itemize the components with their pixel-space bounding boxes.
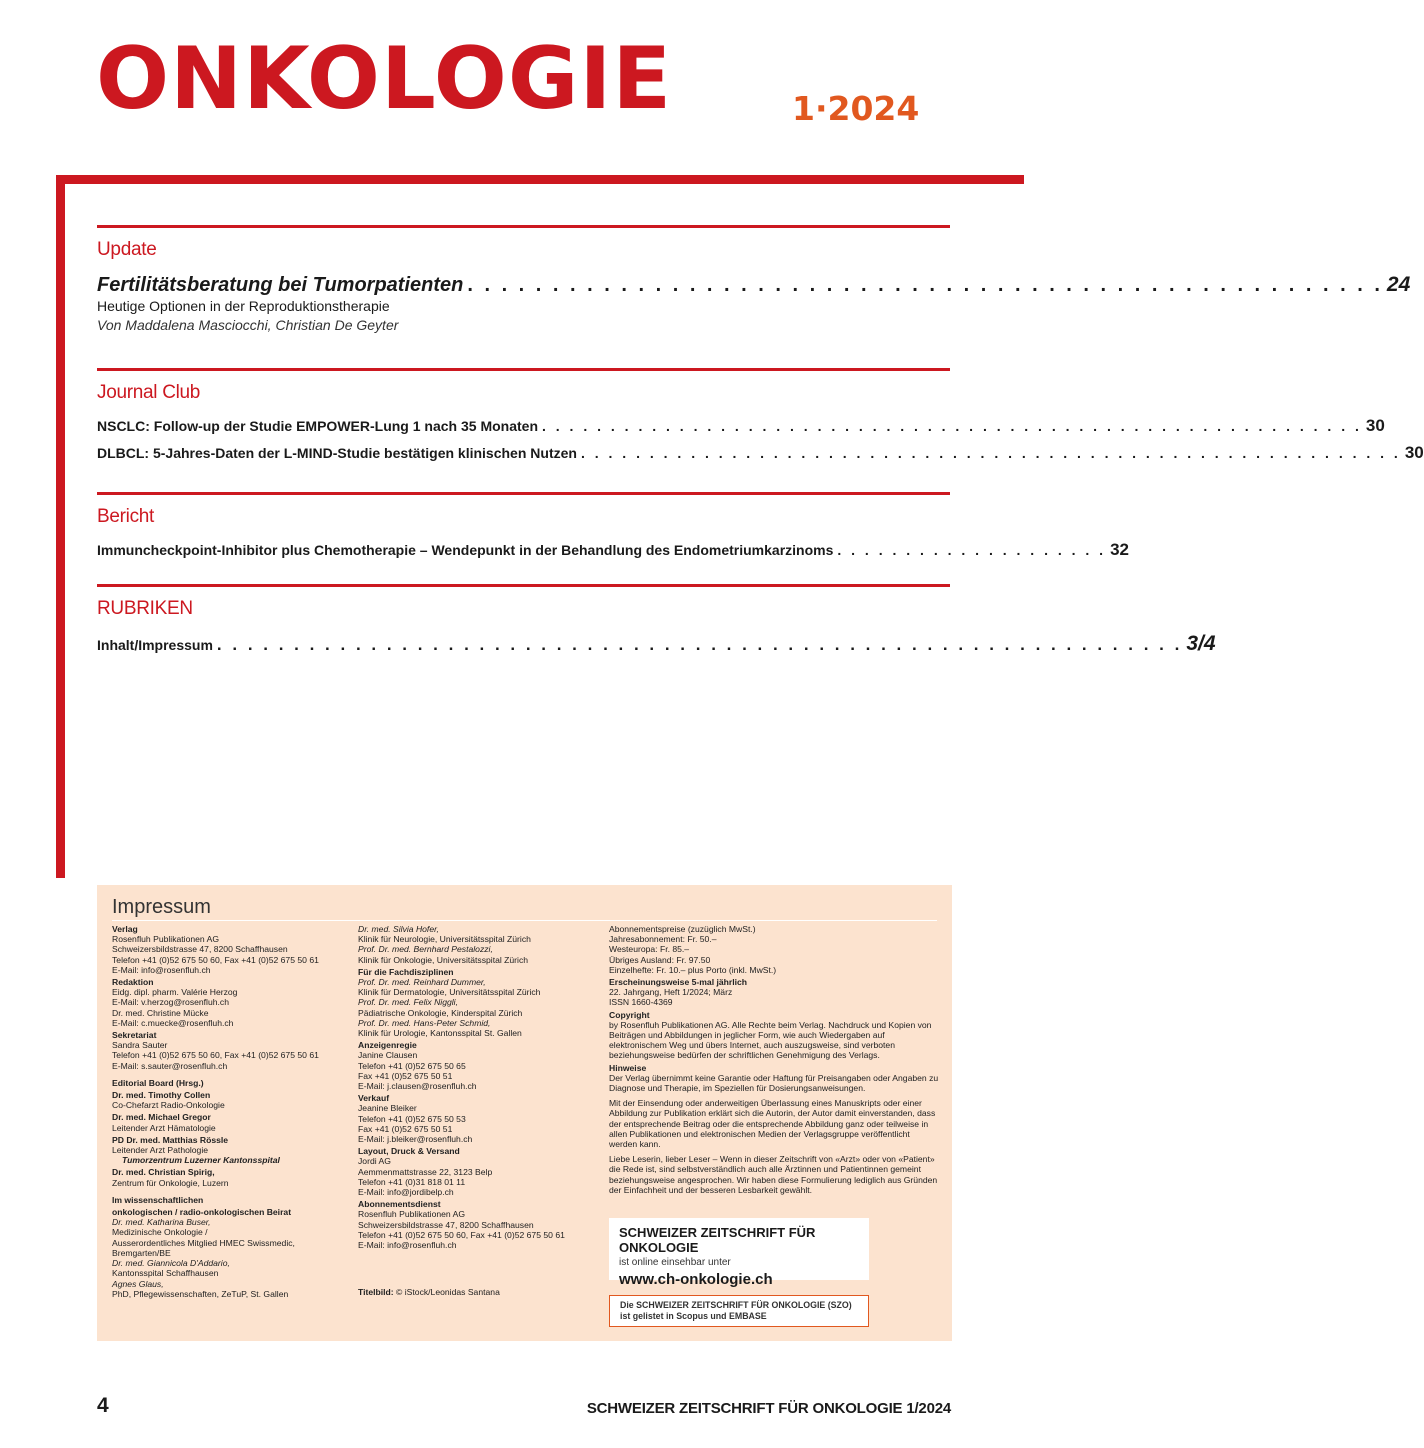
impressum-line: Ausserordentliches Mitglied HMEC Swissmedic,: [112, 1237, 295, 1248]
section-heading: Update: [97, 239, 157, 260]
footer-journal-title: SCHWEIZER ZEITSCHRIFT FÜR ONKOLOGIE 1/2024: [586, 1400, 951, 1417]
impressum-line: Medizinische Onkologie /: [112, 1227, 208, 1238]
impressum-line: Prof. Dr. med. Felix Niggli,: [358, 997, 458, 1008]
impressum-line: by Rosenfluh Publikationen AG. Alle Rechte beim Verlag. Nachdruck und Kopien von Beiträgen und Abbildungen in jeglicher Form, wie auch Wiedergaben auf elektronischem Weg und übers Internet, auch auszugsweise, sind verboten beziehungsweise bedürfen der schriftlichen Genehmigung des Verlags.: [609, 1019, 932, 1061]
toc-page-number: 30: [1365, 416, 1385, 435]
impressum-line: Rosenfluh Publikationen AG: [358, 1209, 466, 1220]
impressum-line: Pädiatrische Onkologie, Kinderspital Zürich: [358, 1007, 523, 1018]
impressum-line: Abonnementsdienst: [358, 1199, 441, 1210]
issue-number: 1·2024: [792, 89, 920, 128]
impressum-line: Fax +41 (0)52 675 50 51: [358, 1070, 453, 1081]
dot-leader: . . . . . . . . . . . . . . . . . . . . . . . . . . . . . . . . . . . . . . . . . . . . . . . . . . . . . . . . . . . .: [580, 445, 1401, 461]
impressum-line: Redaktion: [112, 977, 154, 988]
impressum-line: Sandra Sauter: [112, 1040, 168, 1051]
titelbild-text: © iStock/Leonidas Santana: [396, 1287, 500, 1297]
impressum-line: Schweizersbildstrasse 47, 8200 Schaffhausen: [112, 944, 288, 955]
impressum-line: Anzeigenregie: [358, 1040, 417, 1051]
impressum-line: Dr. med. Timothy Collen: [112, 1090, 211, 1101]
impressum-line: Copyright: [609, 1009, 650, 1020]
section-journal-club: [97, 368, 1424, 463]
impressum-line: Leitender Arzt Hämatologie: [112, 1122, 216, 1133]
frame-left-bar: [56, 175, 65, 878]
section-bericht: [97, 492, 1129, 560]
impressum-line: Mit der Einsendung oder anderweitigen Überlassung eines Manuskripts oder einer Abbildung zur Publikation erklärt sich die Autorin, der Autor damit einverstanden, dass der entsprechende Beitrag oder die entsprechende Abbildung ganz oder teilweise in allen Publikationen und elektronischen Medien der Verlagsgruppe veröffentlicht werden kann.: [609, 1098, 936, 1150]
toc-page-number: 3/4: [1186, 632, 1216, 655]
impressum-line: Dr. med. Katharina Buser,: [112, 1217, 211, 1228]
impressum-line: Telefon +41 (0)52 675 50 53: [358, 1113, 466, 1124]
toc-entry-title: Immuncheckpoint-Inhibitor plus Chemotherapie – Wendepunkt in der Behandlung des Endometriumkarzinoms: [97, 542, 834, 558]
impressum-line: Klinik für Neurologie, Universitätsspital Zürich: [358, 934, 531, 945]
impressum-spacer: [112, 1188, 347, 1193]
impressum-line: Tumorzentrum Luzerner Kantonsspital: [122, 1155, 280, 1166]
toc-entry-fertilitaet[interactable]: [97, 273, 1411, 297]
impressum-line: Jeanine Bleiker: [358, 1103, 417, 1114]
impressum-divider: [112, 920, 937, 921]
dot-leader: . . . . . . . . . . . . . . . . . . . . . . . . . . . . . . . . . . . . . . . . . . . . . . . . . . . . . .: [467, 274, 1383, 296]
section-heading: Bericht: [97, 506, 155, 527]
toc-entry-title: Fertilitätsberatung bei Tumorpatienten: [97, 274, 464, 296]
impressum-line: Fax +41 (0)52 675 50 51: [358, 1123, 453, 1134]
impressum-line: Leitender Arzt Pathologie: [112, 1145, 209, 1156]
impressum-line: onkologischen / radio-onkologischen Beirat: [112, 1207, 292, 1218]
online-box-text: ist online einsehbar unter: [619, 1257, 731, 1268]
impressum-line: Dr. med. Christine Mücke: [112, 1007, 209, 1018]
impressum-line: 22. Jahrgang, Heft 1/2024; März: [609, 987, 733, 998]
impressum-line: Abonnementspreise (zuzüglich MwSt.): [609, 924, 756, 934]
scopus-line-2: ist gelistet in Scopus und EMBASE: [620, 1311, 767, 1321]
toc-page-number: 30: [1404, 443, 1424, 462]
impressum-line: Prof. Dr. med. Bernhard Pestalozzi,: [358, 944, 493, 955]
impressum-line: E-Mail: s.sauter@rosenfluh.ch: [112, 1060, 228, 1071]
impressum-line: Klinik für Onkologie, Universitätsspital Zürich: [358, 954, 529, 965]
impressum-line: E-Mail: info@jordibelp.ch: [358, 1187, 454, 1198]
toc-entry-dlbcl[interactable]: [97, 443, 1424, 463]
impressum-line: Hinweise: [609, 1062, 647, 1073]
impressum-line: Liebe Leserin, lieber Leser – Wenn in dieser Zeitschrift von «Arzt» oder von «Patient» die Rede ist, sind selbstverständlich auch alle Ärztinnen und Patientinnen gemeint beziehungsweise angesprochen. Wir haben diese Formulierung lediglich aus Gründen der Einfachheit und der besseren Lesbarkeit gewählt.: [609, 1154, 938, 1195]
toc-entry-title: DLBCL: 5-Jahres-Daten der L-MIND-Studie bestätigen klinischen Nutzen: [97, 445, 577, 461]
impressum-line: Westeuropa: Fr. 85.–: [609, 944, 690, 955]
impressum-line: Dr. med. Silvia Hofer,: [358, 924, 439, 934]
impressum-line: Bremgarten/BE: [112, 1247, 171, 1258]
impressum-column-1: [112, 924, 347, 1299]
scopus-line-1: Die SCHWEIZER ZEITSCHRIFT FÜR ONKOLOGIE (SZO): [620, 1300, 852, 1310]
impressum-line: E-Mail: c.muecke@rosenfluh.ch: [112, 1017, 234, 1028]
impressum-title: Impressum: [112, 896, 211, 918]
impressum-line: Co-Chefarzt Radio-Onkologie: [112, 1100, 225, 1111]
impressum-box: [97, 885, 952, 1341]
impressum-line: Eidg. dipl. pharm. Valérie Herzog: [112, 987, 238, 998]
impressum-line: Schweizersbildstrasse 47, 8200 Schaffhausen: [358, 1219, 534, 1230]
impressum-line: PD Dr. med. Matthias Rössle: [112, 1134, 229, 1145]
impressum-column-3: [609, 924, 939, 1195]
impressum-line: Rosenfluh Publikationen AG: [112, 934, 220, 945]
impressum-line: Verkauf: [358, 1093, 390, 1104]
section-update: [97, 225, 1411, 333]
impressum-line: Für die Fachdisziplinen: [358, 966, 454, 977]
section-heading: Journal Club: [97, 382, 201, 403]
impressum-line: Übriges Ausland: Fr. 97.50: [609, 954, 711, 965]
section-rule: [97, 492, 950, 495]
section-rule: [97, 368, 950, 371]
toc-page-number: 24: [1386, 273, 1411, 296]
impressum-line: Erscheinungsweise 5-mal jährlich: [609, 977, 748, 988]
titelbild-credit: [358, 1287, 598, 1297]
impressum-line: E-Mail: j.bleiker@rosenfluh.ch: [358, 1134, 473, 1145]
impressum-line: Verlag: [112, 924, 138, 934]
scopus-notice: [609, 1295, 869, 1327]
impressum-line: Jordi AG: [358, 1156, 391, 1167]
toc-entry-title: Inhalt/Impressum: [97, 637, 213, 653]
impressum-line: Telefon +41 (0)52 675 50 60, Fax +41 (0)52 675 50 61: [358, 1229, 565, 1240]
toc-entry-inhalt[interactable]: [97, 632, 1216, 656]
impressum-line: Dr. med. Michael Gregor: [112, 1112, 211, 1123]
website-link[interactable]: www.ch-onkologie.ch: [619, 1271, 773, 1288]
online-box: [609, 1218, 869, 1288]
toc-page-number: 32: [1110, 540, 1129, 559]
dot-leader: . . . . . . . . . . . . . . . . . . . .: [837, 542, 1107, 558]
impressum-line: Dr. med. Christian Spirig,: [112, 1167, 215, 1178]
impressum-spacer: [112, 1071, 347, 1076]
toc-entry-authors: Von Maddalena Masciocchi, Christian De Geyter: [97, 317, 399, 333]
impressum-line: Im wissenschaftlichen: [112, 1194, 204, 1205]
impressum-line: Der Verlag übernimmt keine Garantie oder Haftung für Preisangaben oder Angaben zu Diagnose und Therapie, im Speziellen für Dosierungsanweisungen.: [609, 1072, 939, 1094]
masthead-title: ONKOLOGIE: [96, 29, 673, 129]
impressum-line: E-Mail: v.herzog@rosenfluh.ch: [112, 997, 229, 1008]
online-box-title: SCHWEIZER ZEITSCHRIFT FÜR ONKOLOGIE: [619, 1225, 816, 1255]
toc-entry-endometrium[interactable]: [97, 540, 1129, 560]
impressum-line: Klinik für Dermatologie, Universitätsspital Zürich: [358, 987, 541, 998]
impressum-line: Kantonsspital Schaffhausen: [112, 1268, 219, 1279]
impressum-line: Klinik für Urologie, Kantonsspital St. Gallen: [358, 1028, 522, 1039]
toc-entry-title: NSCLC: Follow-up der Studie EMPOWER-Lung 1 nach 35 Monaten: [97, 418, 538, 434]
toc-entry-subtitle: Heutige Optionen in der Reproduktionstherapie: [97, 298, 390, 314]
impressum-line: E-Mail: info@rosenfluh.ch: [112, 964, 211, 975]
section-heading: RUBRIKEN: [97, 598, 193, 619]
dot-leader: . . . . . . . . . . . . . . . . . . . . . . . . . . . . . . . . . . . . . . . . . . . . . . . . . . . . . . . . . . . . . . .: [216, 635, 1183, 654]
impressum-line: Prof. Dr. med. Reinhard Dummer,: [358, 977, 486, 988]
section-rule: [97, 584, 950, 587]
impressum-line: ISSN 1660-4369: [609, 997, 673, 1008]
titelbild-label: Titelbild:: [358, 1287, 394, 1297]
toc-entry-nsclc[interactable]: [97, 416, 1385, 436]
impressum-line: Dr. med. Giannicola D'Addario,: [112, 1258, 230, 1269]
impressum-line: Janine Clausen: [358, 1050, 418, 1061]
impressum-line: E-Mail: j.clausen@rosenfluh.ch: [358, 1081, 477, 1092]
impressum-line: Telefon +41 (0)52 675 50 60, Fax +41 (0)52 675 50 61: [112, 954, 319, 965]
impressum-line: Agnes Glaus,: [112, 1278, 164, 1289]
impressum-line: Layout, Druck & Versand: [358, 1146, 460, 1157]
impressum-line: PhD, Pflegewissenschaften, ZeTuP, St. Gallen: [112, 1288, 289, 1299]
impressum-line: E-Mail: info@rosenfluh.ch: [358, 1240, 457, 1251]
impressum-line: Einzelhefte: Fr. 10.– plus Porto (inkl. MwSt.): [609, 964, 777, 975]
impressum-line: Prof. Dr. med. Hans-Peter Schmid,: [358, 1017, 491, 1028]
impressum-line: Zentrum für Onkologie, Luzern: [112, 1177, 229, 1188]
impressum-line: Jahresabonnement: Fr. 50.–: [609, 934, 717, 945]
impressum-line: Telefon +41 (0)52 675 50 65: [358, 1060, 466, 1071]
impressum-line: Telefon +41 (0)31 818 01 11: [358, 1176, 466, 1187]
impressum-column-2: [358, 924, 598, 1250]
section-rubriken: [97, 584, 1216, 656]
dot-leader: . . . . . . . . . . . . . . . . . . . . . . . . . . . . . . . . . . . . . . . . . . . . . . . . . . . . . . . . . . . .: [542, 418, 1362, 434]
page-number: 4: [97, 1394, 109, 1417]
frame-top-bar: [56, 175, 1024, 184]
impressum-line: Telefon +41 (0)52 675 50 60, Fax +41 (0)52 675 50 61: [112, 1050, 319, 1061]
impressum-line: Editorial Board (Hrsg.): [112, 1077, 204, 1088]
section-rule: [97, 225, 950, 228]
impressum-line: Aemmenmattstrasse 22, 3123 Belp: [358, 1166, 493, 1177]
impressum-line: Sekretariat: [112, 1030, 157, 1041]
